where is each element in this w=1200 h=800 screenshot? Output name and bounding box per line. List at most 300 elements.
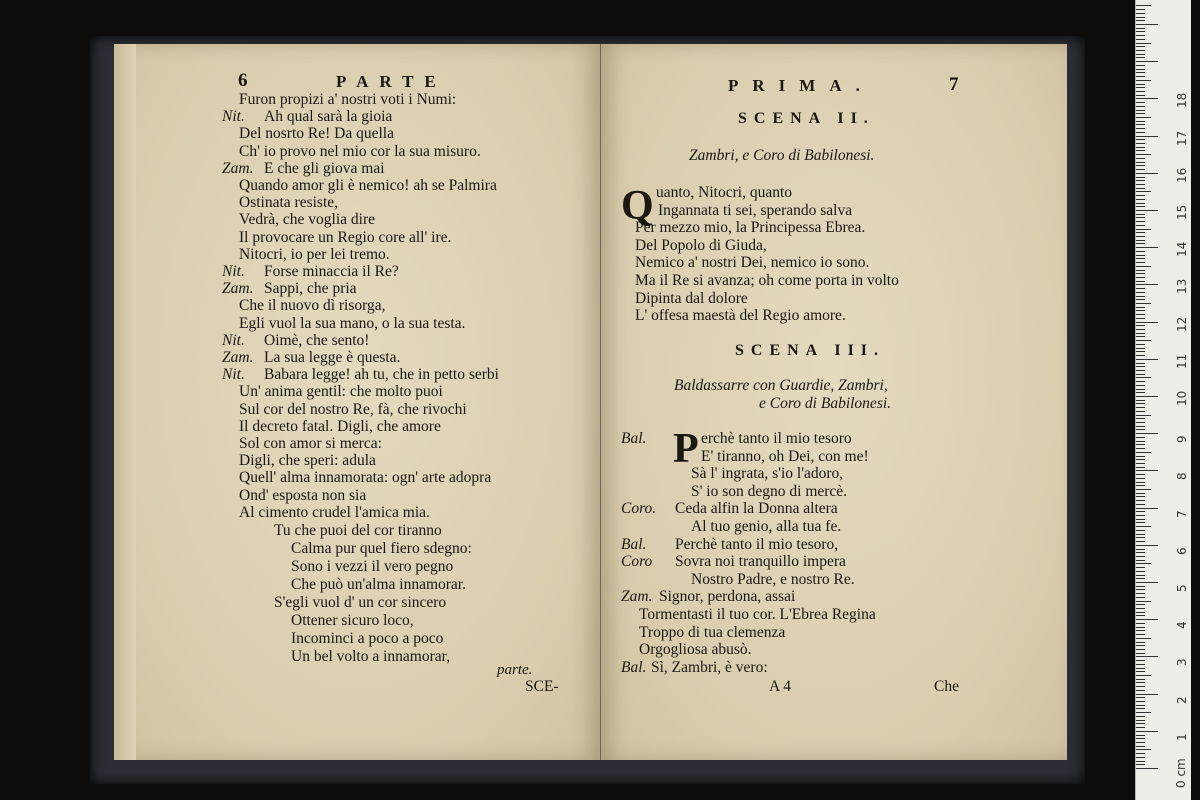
ruler-tick: [1136, 28, 1145, 29]
verse-line: Quando amor gli è nemico! ah se Palmira: [239, 177, 497, 194]
ruler-tick: [1136, 735, 1145, 736]
ruler-tick: [1136, 437, 1145, 438]
ruler-tick: [1136, 117, 1151, 118]
ruler-number: 2: [1175, 695, 1189, 704]
ruler-tick: [1136, 426, 1145, 427]
ruler-tick: [1136, 139, 1145, 140]
ruler-tick: [1136, 571, 1145, 572]
ruler-tick: [1136, 682, 1145, 683]
verse-line: Del nosrto Re! Da quella: [239, 125, 394, 143]
ruler-tick: [1136, 13, 1145, 14]
ruler-tick: [1136, 76, 1145, 77]
verse-line: Vedrà, che voglia dire: [239, 211, 375, 229]
ruler-tick: [1136, 381, 1145, 382]
verse-line: Sol con amor si merca:: [239, 435, 382, 452]
ruler-number: 5: [1175, 584, 1189, 592]
ruler-tick: [1136, 485, 1145, 486]
ruler-tick: [1136, 296, 1145, 297]
ruler-tick: [1136, 255, 1145, 256]
ruler-tick: [1136, 87, 1145, 88]
aria-line: Un bel volto a innamorar,: [291, 648, 451, 665]
ruler-tick: [1136, 582, 1158, 583]
ruler-tick: [1136, 318, 1145, 319]
ruler-tick: [1136, 511, 1145, 512]
drop-capital-q: Q: [621, 183, 654, 229]
ruler-tick: [1136, 601, 1151, 602]
ruler-tick: [1136, 336, 1145, 337]
ruler-tick: [1136, 251, 1145, 252]
ruler-tick: [1136, 20, 1145, 21]
ruler-tick: [1136, 686, 1145, 687]
ruler-tick: [1136, 593, 1145, 594]
ruler-tick: [1136, 534, 1145, 535]
ruler-tick: [1136, 232, 1145, 233]
ruler-tick: [1136, 504, 1145, 505]
ruler-tick: [1136, 712, 1151, 713]
ruler-tick: [1136, 173, 1158, 174]
ruler-tick: [1136, 154, 1151, 155]
aria-line: S'egli vuol d' un cor sincero: [274, 594, 447, 611]
ruler-tick: [1136, 348, 1145, 349]
ruler-number: 11: [1175, 353, 1189, 369]
verse-line: Ceda alfin la Donna altera: [675, 500, 838, 518]
ruler-tick: [1136, 403, 1145, 404]
aria-line: Che può un'alma innamorar.: [291, 576, 466, 593]
ruler-tick: [1136, 448, 1145, 449]
ruler-number: 6: [1175, 547, 1189, 555]
ruler-tick: [1136, 653, 1145, 654]
ruler-tick: [1136, 623, 1145, 624]
ruler-tick: [1136, 72, 1145, 73]
ruler-tick: [1136, 344, 1145, 345]
verse-line: erchè tanto il mio tesoro: [701, 430, 852, 447]
ruler-tick: [1136, 195, 1145, 196]
ruler-tick: [1136, 452, 1151, 453]
ruler-tick: [1136, 619, 1158, 620]
ruler-tick: [1136, 679, 1145, 680]
ruler-tick: [1136, 322, 1158, 323]
ruler-tick: [1136, 575, 1145, 576]
ruler-tick: [1136, 180, 1145, 181]
verse-line: E' tiranno, oh Dei, con me!: [701, 447, 869, 465]
verse-line: Ma il Re si avanza; oh come porta in volto: [635, 272, 899, 289]
verse-line: Orgogliosa abusò.: [639, 641, 752, 659]
ruler-tick: [1136, 489, 1151, 490]
ruler-tick: [1136, 645, 1145, 646]
ruler-tick: [1136, 50, 1145, 51]
left-page: [114, 44, 601, 760]
ruler-tick: [1136, 169, 1145, 170]
ruler-tick: [1136, 136, 1158, 137]
verse-line: Sì, Zambri, è vero:: [651, 658, 768, 676]
ruler-tick: [1136, 411, 1145, 412]
ruler-tick: [1136, 604, 1145, 605]
ruler-tick: [1136, 694, 1158, 695]
speaker-label: Nit.: [222, 108, 245, 126]
signature-mark: A 4: [769, 678, 791, 695]
aria-line: Incominci a poco a poco: [291, 630, 444, 647]
verse-line: Forse minaccia il Re?: [264, 263, 399, 280]
ruler-tick: [1136, 247, 1158, 248]
ruler-tick: [1136, 106, 1145, 107]
ruler-tick: [1136, 716, 1145, 717]
ruler-number: 9: [1175, 435, 1189, 444]
ruler-tick: [1136, 415, 1151, 416]
ruler-tick: [1136, 225, 1145, 226]
ruler-tick: [1136, 660, 1145, 661]
ruler-tick: [1136, 578, 1145, 579]
verse-line: Furon propizi a' nostri voti i Numi:: [239, 91, 457, 108]
page-number-left: 6: [238, 70, 248, 91]
speaker-label: Coro: [621, 553, 653, 571]
ruler-tick: [1136, 467, 1145, 468]
running-header-right: PRIMA.: [728, 76, 874, 95]
ruler-tick: [1136, 642, 1145, 643]
ruler-tick: [1136, 229, 1151, 230]
verse-line: S' io son degno di mercè.: [691, 482, 848, 500]
ruler-tick: [1136, 292, 1145, 293]
verse-line: Quell' alma innamorata: ogn' arte adopra: [239, 469, 492, 487]
ruler-tick: [1136, 325, 1145, 326]
verse-line: Sà l' ingrata, s'io l'adoro,: [691, 465, 844, 483]
ruler-tick: [1136, 165, 1145, 166]
ruler-tick: [1136, 392, 1145, 393]
ruler-tick: [1136, 95, 1145, 96]
ruler-number: 18: [1175, 93, 1189, 109]
ruler-tick: [1136, 589, 1145, 590]
ruler-tick: [1136, 307, 1145, 308]
ruler-tick: [1136, 474, 1145, 475]
ruler-tick: [1136, 199, 1145, 200]
verse-line: Ah qual sarà la gioia: [264, 108, 393, 126]
ruler-tick: [1136, 121, 1145, 122]
ruler-tick: [1136, 746, 1145, 747]
verse-line: Perchè tanto il mio tesoro,: [675, 535, 839, 553]
ruler-tick: [1136, 217, 1145, 218]
ruler-tick: [1136, 671, 1145, 672]
ruler-tick: [1136, 266, 1151, 267]
ruler-tick: [1136, 214, 1145, 215]
ruler-tick: [1136, 110, 1145, 111]
ruler-tick: [1136, 634, 1145, 635]
speaker-label: Nit.: [222, 263, 245, 280]
ruler-tick: [1136, 5, 1151, 6]
ruler-tick: [1136, 65, 1145, 66]
verse-line: Ch' io provo nel mio cor la sua misuro.: [239, 142, 481, 160]
ruler-tick: [1136, 54, 1145, 55]
ruler-tick: [1136, 385, 1145, 386]
ruler-tick: [1136, 370, 1145, 371]
scene-2-title: SCENA II.: [738, 110, 875, 127]
ruler-tick: [1136, 351, 1145, 352]
ruler-tick: [1136, 299, 1145, 300]
ruler-number: 12: [1175, 316, 1189, 332]
ruler-tick: [1136, 612, 1145, 613]
verse-line: Tormentasti il tuo cor. L'Ebrea Regina: [639, 606, 876, 623]
ruler-number: 15: [1175, 204, 1189, 220]
ruler-tick: [1136, 363, 1145, 364]
ruler-tick: [1136, 210, 1158, 211]
verse-line: Ond' esposta non sia: [239, 486, 367, 504]
library-watermark: [555, 395, 635, 535]
ruler-tick: [1136, 236, 1145, 237]
ruler-tick: [1136, 270, 1145, 271]
speaker-label: Coro.: [621, 500, 657, 518]
ruler-tick: [1136, 80, 1151, 81]
ruler-tick: [1136, 444, 1145, 445]
ruler-tick: [1136, 46, 1145, 47]
ruler-tick: [1136, 723, 1145, 724]
verse-line: Un' anima gentil: che molto puoi: [239, 383, 443, 401]
verse-line: Egli vuol la sua mano, o la sua testa.: [239, 314, 466, 332]
ruler-tick: [1136, 355, 1145, 356]
ruler-tick: [1136, 277, 1145, 278]
ruler-tick: [1136, 761, 1145, 762]
speaker-label: Zam.: [621, 588, 653, 606]
ruler-tick: [1136, 429, 1145, 430]
ruler-tick: [1136, 615, 1145, 616]
ruler-tick: [1136, 433, 1158, 434]
ruler-tick: [1136, 463, 1145, 464]
ruler-tick: [1136, 162, 1145, 163]
ruler-tick: [1136, 39, 1145, 40]
ruler-tick: [1136, 456, 1145, 457]
speaker-label: Bal.: [621, 430, 647, 447]
ruler-tick: [1136, 478, 1145, 479]
ruler-tick: [1136, 389, 1145, 390]
ruler-tick: [1136, 407, 1145, 408]
ruler-tick: [1136, 530, 1145, 531]
aria-line: Sono i vezzi il vero pegno: [291, 558, 454, 575]
ruler-tick: [1136, 113, 1145, 114]
scene-3-cast-line-2: e Coro di Babilonesi.: [759, 395, 892, 412]
ruler-tick: [1136, 537, 1145, 538]
ruler-tick: [1136, 374, 1145, 375]
ruler-tick: [1136, 690, 1145, 691]
verse-line: Nostro Padre, e nostro Re.: [691, 570, 855, 588]
ruler-tick: [1136, 749, 1151, 750]
ruler-tick: [1136, 753, 1145, 754]
ruler-tick: [1136, 705, 1145, 706]
ruler-tick: [1136, 284, 1158, 285]
verse-line: uanto, Nitocri, quanto: [656, 184, 793, 201]
speaker-label: Bal.: [621, 658, 647, 676]
ruler-tick: [1136, 459, 1145, 460]
ruler-tick: [1136, 526, 1151, 527]
ruler-tick: [1136, 515, 1145, 516]
ruler-number: 8: [1175, 472, 1189, 481]
verse-line: Babara legge! ah tu, che in petto serbi: [264, 366, 499, 384]
ruler-tick: [1136, 91, 1145, 92]
measurement-ruler: [1135, 0, 1191, 800]
aria-line: Ottener sicuro loco,: [291, 612, 414, 629]
ruler-tick: [1136, 288, 1145, 289]
ruler-tick: [1136, 84, 1145, 85]
ruler-tick: [1136, 310, 1145, 311]
ruler-tick: [1136, 333, 1145, 334]
ruler-tick: [1136, 177, 1145, 178]
scene-3-title: SCENA III.: [735, 342, 886, 359]
ruler-tick: [1136, 150, 1145, 151]
verse-line: Per mezzo mio, la Principessa Ebrea.: [635, 219, 866, 237]
ruler-tick: [1136, 303, 1151, 304]
ruler-tick: [1136, 9, 1145, 10]
ruler-tick: [1136, 31, 1145, 32]
ruler-tick: [1136, 697, 1145, 698]
catchword-left: SCE-: [525, 678, 559, 695]
ruler-tick: [1136, 188, 1145, 189]
verse-line: Sovra noi tranquillo impera: [675, 553, 846, 571]
speaker-label: Zam.: [222, 349, 254, 366]
verse-line: Signor, perdona, assai: [659, 588, 796, 606]
ruler-tick: [1136, 630, 1145, 631]
verse-line: Nitocri, io per lei tremo.: [239, 245, 390, 263]
aria-line: Calma pur quel fiero sdegno:: [291, 540, 472, 557]
verse-line: Troppo di tua clemenza: [639, 623, 786, 641]
ruler-zero-label: 0 cm: [1174, 758, 1188, 788]
ruler-tick: [1136, 418, 1145, 419]
ruler-tick: [1136, 500, 1145, 501]
ruler-tick: [1136, 400, 1145, 401]
ruler-tick: [1136, 522, 1145, 523]
ruler-tick: [1136, 764, 1145, 765]
ruler-tick: [1136, 541, 1145, 542]
ruler-tick: [1136, 563, 1151, 564]
ruler-tick: [1136, 61, 1158, 62]
ruler-tick: [1136, 203, 1145, 204]
ruler-tick: [1136, 17, 1145, 18]
ruler-number: 7: [1175, 509, 1189, 518]
ruler-number: 4: [1175, 621, 1189, 630]
ruler-tick: [1136, 675, 1151, 676]
ruler-tick: [1136, 567, 1145, 568]
ruler-tick: [1136, 720, 1145, 721]
verse-line: Che il nuovo dì risorga,: [239, 297, 386, 315]
right-page: [601, 44, 1067, 760]
ruler-tick: [1136, 627, 1145, 628]
page-number-right: 7: [949, 74, 959, 95]
verse-line: Oimè, che sento!: [264, 331, 370, 349]
ruler-tick: [1136, 556, 1145, 557]
ruler-tick: [1136, 124, 1145, 125]
ruler-tick: [1136, 24, 1158, 25]
verse-line: Nemico a' nostri Dei, nemico io sono.: [635, 254, 870, 272]
speaker-label: Zam.: [222, 280, 254, 298]
ruler-tick: [1136, 649, 1145, 650]
speaker-label: Nit.: [222, 366, 245, 384]
ruler-number: 14: [1175, 241, 1189, 258]
scene-2-cast: Zambri, e Coro di Babilonesi.: [689, 147, 875, 164]
ruler-tick: [1136, 258, 1145, 259]
verse-line: Ostinata resiste,: [239, 194, 339, 212]
ruler-tick: [1136, 560, 1145, 561]
verse-line: Il decreto fatal. Digli, che amore: [239, 417, 441, 435]
ruler-number: 17: [1175, 130, 1189, 146]
verse-line: Dipinta dal dolore: [635, 289, 748, 307]
ruler-tick: [1136, 158, 1145, 159]
ruler-tick: [1136, 191, 1151, 192]
ruler-tick: [1136, 757, 1145, 758]
ruler-tick: [1136, 470, 1158, 471]
ruler-tick: [1136, 35, 1145, 36]
ruler-tick: [1136, 597, 1145, 598]
ruler-tick: [1136, 545, 1158, 546]
speaker-label: Zam.: [222, 159, 254, 177]
ruler-number: 16: [1175, 167, 1189, 183]
ruler-tick: [1136, 519, 1145, 520]
ruler-number: 3: [1175, 658, 1189, 667]
ruler-tick: [1136, 768, 1158, 769]
ruler-tick: [1136, 482, 1145, 483]
ruler-tick: [1136, 396, 1158, 397]
verse-line: Il provocare un Regio core all' ire.: [239, 228, 452, 246]
ruler-tick: [1136, 132, 1145, 133]
ruler-tick: [1136, 377, 1151, 378]
ruler-tick: [1136, 221, 1145, 222]
ruler-tick: [1136, 701, 1145, 702]
speaker-label: Bal.: [621, 535, 647, 553]
ruler-tick: [1136, 359, 1158, 360]
ruler-tick: [1136, 549, 1145, 550]
ruler-tick: [1136, 69, 1145, 70]
verse-line: Del Popolo di Giuda,: [635, 236, 767, 254]
ruler-tick: [1136, 240, 1145, 241]
ruler-tick: [1136, 742, 1145, 743]
ruler-tick: [1136, 329, 1145, 330]
ruler-tick: [1136, 98, 1158, 99]
ruler-tick: [1136, 656, 1158, 657]
ruler-tick: [1136, 441, 1145, 442]
ruler-tick: [1136, 206, 1145, 207]
ruler-tick: [1136, 731, 1158, 732]
aria-line: Tu che puoi del cor tiranno: [274, 522, 442, 539]
ruler-tick: [1136, 552, 1145, 553]
ruler-tick: [1136, 508, 1158, 509]
ruler-tick: [1136, 638, 1151, 639]
verse-line: Digli, che speri: adula: [239, 452, 376, 470]
catchword-right: Che: [934, 678, 959, 695]
ruler-tick: [1136, 314, 1145, 315]
ruler-tick: [1136, 493, 1145, 494]
ruler-tick: [1136, 496, 1145, 497]
verse-line: La sua legge è questa.: [264, 349, 401, 366]
ruler-tick: [1136, 664, 1145, 665]
ruler-tick: [1136, 668, 1145, 669]
verse-line: Al tuo genio, alla tua fe.: [691, 518, 842, 535]
ruler-tick: [1136, 366, 1145, 367]
exit-direction: parte.: [497, 662, 533, 678]
scene-3-cast-line-1: Baldassarre con Guardie, Zambri,: [674, 377, 888, 394]
drop-capital-p: P: [673, 426, 699, 472]
ruler-tick: [1136, 128, 1145, 129]
verse-line: Sappi, che pria: [264, 280, 357, 298]
ruler-tick: [1136, 262, 1145, 263]
ruler-tick: [1136, 727, 1145, 728]
ruler-tick: [1136, 243, 1145, 244]
ruler-tick: [1136, 422, 1145, 423]
verse-line: Sul cor del nostro Re, fà, che rivochi: [239, 400, 467, 418]
verse-line: E che gli giova mai: [264, 159, 385, 177]
verse-line: L' offesa maestà del Regio amore.: [635, 307, 846, 325]
verse-line: Al cimento crudel l'amica mia.: [239, 503, 430, 521]
verse-line: Ingannata ti sei, sperando salva: [658, 201, 853, 219]
ruler-tick: [1136, 143, 1145, 144]
ruler-tick: [1136, 43, 1151, 44]
ruler-number: 13: [1175, 279, 1189, 295]
ruler-tick: [1136, 738, 1145, 739]
ruler-tick: [1136, 608, 1145, 609]
ruler-number: 10: [1175, 390, 1189, 406]
